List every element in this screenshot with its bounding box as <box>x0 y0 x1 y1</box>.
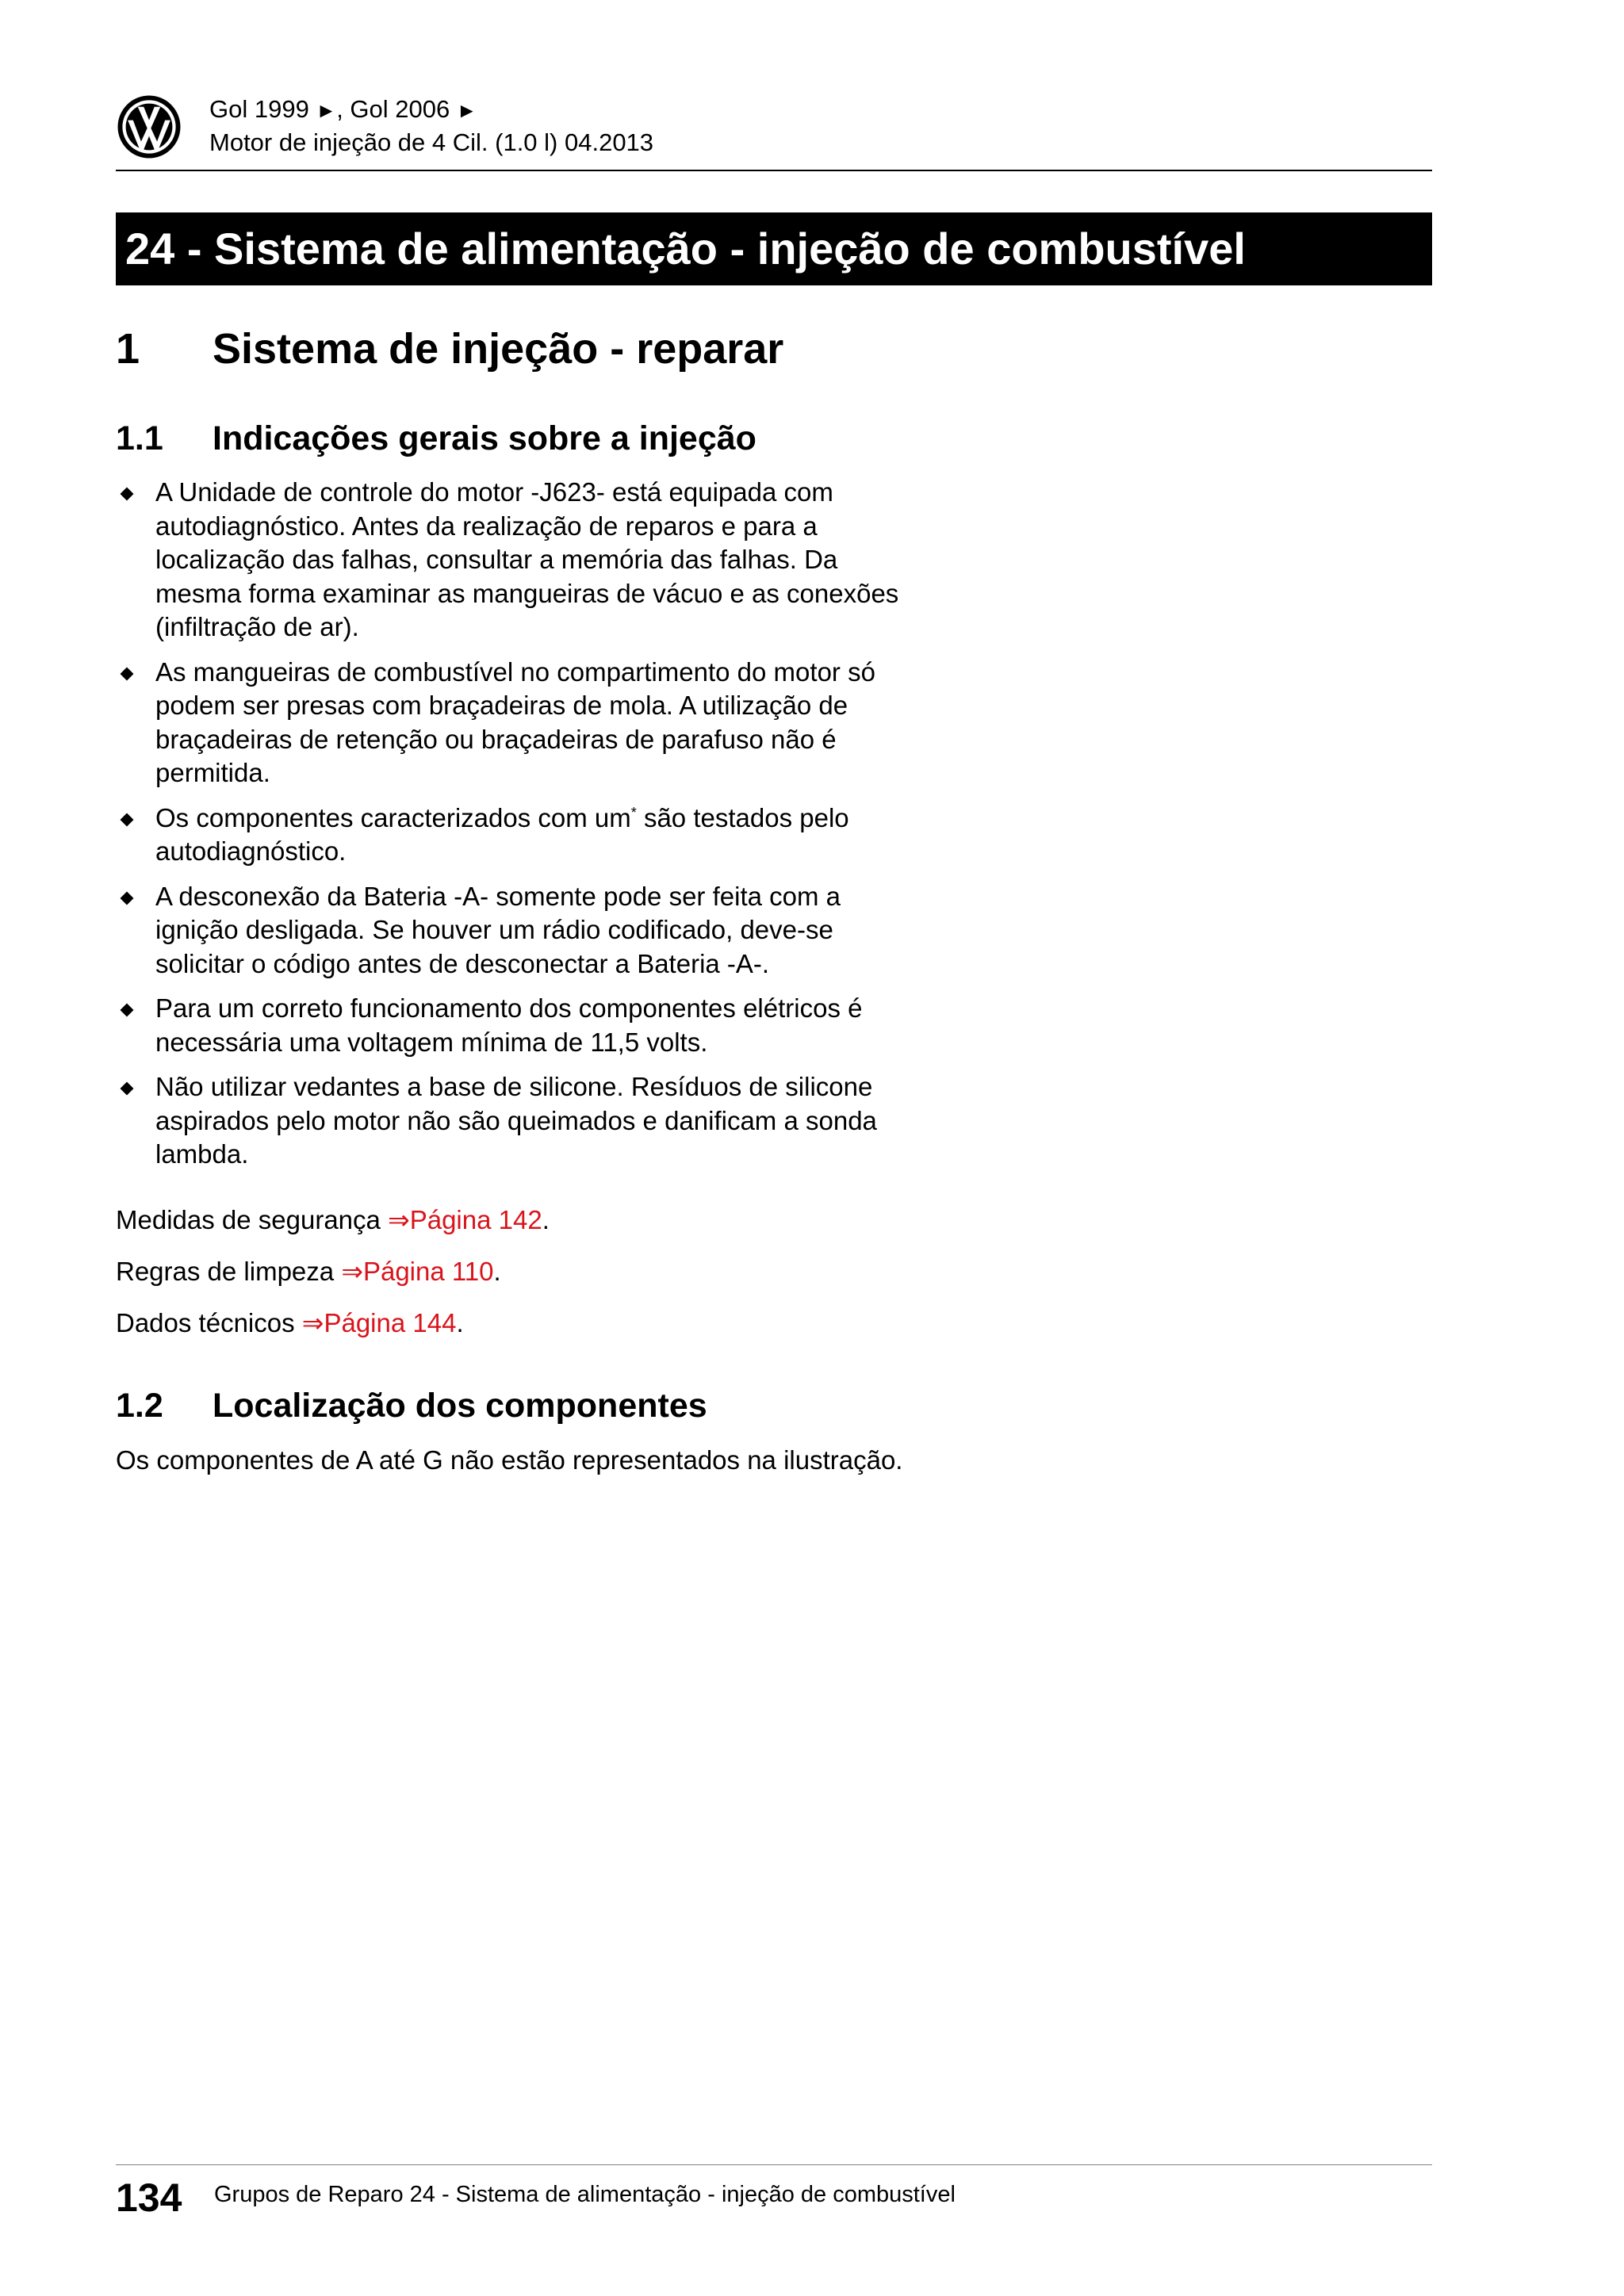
list-item-text: A Unidade de controle do motor -J623- está equipada com autodiagnóstico. Antes da realização de reparos e para a localização das falhas, consultar a memória das falhas. Da mesma forma examinar as mangueiras de vácuo e as conexões (infiltração de ar). <box>155 477 899 641</box>
section-1-number: 1 <box>116 325 140 373</box>
reference-label: Medidas de segurança <box>116 1205 389 1234</box>
chapter-title-bar <box>116 212 1432 285</box>
header-divider <box>116 170 1432 171</box>
arrow-right-icon: ⇒ <box>301 1308 324 1337</box>
arrow-right-icon: ⇒ <box>388 1205 410 1234</box>
chapter-title: 24 - Sistema de alimentação - injeção de combustível <box>125 224 1246 274</box>
volkswagen-logo-icon <box>116 94 182 160</box>
list-item <box>116 802 909 869</box>
diamond-bullet-icon <box>121 813 134 826</box>
header-model-b: , Gol 2006 <box>336 95 450 123</box>
list-item-text: Não utilizar vedantes a base de silicone. Resíduos de silicone aspirados pelo motor não são queimados e danificam a sonda lambda. <box>155 1072 877 1169</box>
page-number: 134 <box>116 2175 182 2220</box>
list-item-text: Os componentes caracterizados com um <box>155 802 631 832</box>
header-engine-line: Motor de injeção de 4 Cil. (1.0 l) 04.2013 <box>209 128 654 156</box>
section-1-2-text: Os componentes de A até G não estão representados na ilustração. <box>116 1445 903 1475</box>
section-1-2-number: 1.2 <box>116 1387 163 1425</box>
diamond-bullet-icon <box>121 891 134 905</box>
reference-safety <box>116 1203 550 1237</box>
page-link-110[interactable]: Página 110 <box>362 1257 494 1286</box>
list-item-text: As mangueiras de combustível no compartimento do motor só podem ser presas com braçadeiras de mola. A utilização de braçadeiras de retenção ou braçadeiras de parafuso não é permitida. <box>155 656 875 787</box>
reference-end: . <box>493 1257 501 1286</box>
diamond-bullet-icon <box>121 667 134 680</box>
triangle-right-icon: ► <box>456 98 477 122</box>
header-model-line <box>209 94 477 126</box>
arrow-right-icon: ⇒ <box>341 1257 363 1286</box>
list-item <box>116 476 909 645</box>
reference-label: Dados técnicos <box>116 1308 302 1337</box>
section-1-2-title: Localização dos componentes <box>213 1387 707 1425</box>
section-1-1-title: Indicações gerais sobre a injeção <box>213 419 756 457</box>
page-link-142[interactable]: Página 142 <box>409 1205 542 1234</box>
list-item-text: Para um correto funcionamento dos componentes elétricos é necessária uma voltagem mínima de 11,5 volts. <box>155 993 863 1057</box>
section-1-title: Sistema de injeção - reparar <box>213 325 784 373</box>
reference-end: . <box>456 1308 464 1337</box>
reference-technical-data <box>116 1307 464 1340</box>
footer-text: Grupos de Reparo 24 - Sistema de alimentação - injeção de combustível <box>214 2182 956 2207</box>
list-item <box>116 992 909 1059</box>
list-item-text: A desconexão da Bateria -A- somente pode ser feita com a ignição desligada. Se houver um rádio codificado, deve-se solicitar o código antes de desconectar a Bateria -A-. <box>155 881 841 978</box>
reference-cleaning <box>116 1255 501 1288</box>
list-item <box>116 880 909 982</box>
section-1-1-number: 1.1 <box>116 419 163 457</box>
diamond-bullet-icon <box>121 1004 134 1017</box>
diamond-bullet-icon <box>121 1082 134 1096</box>
diamond-bullet-icon <box>121 488 134 501</box>
footer-divider <box>116 2164 1432 2165</box>
page-link-144[interactable]: Página 144 <box>324 1308 457 1337</box>
reference-end: . <box>542 1205 550 1234</box>
header-model-a: Gol 1999 <box>209 95 309 123</box>
bullet-list <box>116 476 909 1183</box>
reference-label: Regras de limpeza <box>116 1257 342 1286</box>
list-item-text: são testados pelo autodiagnóstico. <box>155 802 849 866</box>
asterisk-marker: * <box>630 804 637 821</box>
list-item <box>116 656 909 790</box>
triangle-right-icon: ► <box>316 98 337 122</box>
list-item <box>116 1070 909 1172</box>
